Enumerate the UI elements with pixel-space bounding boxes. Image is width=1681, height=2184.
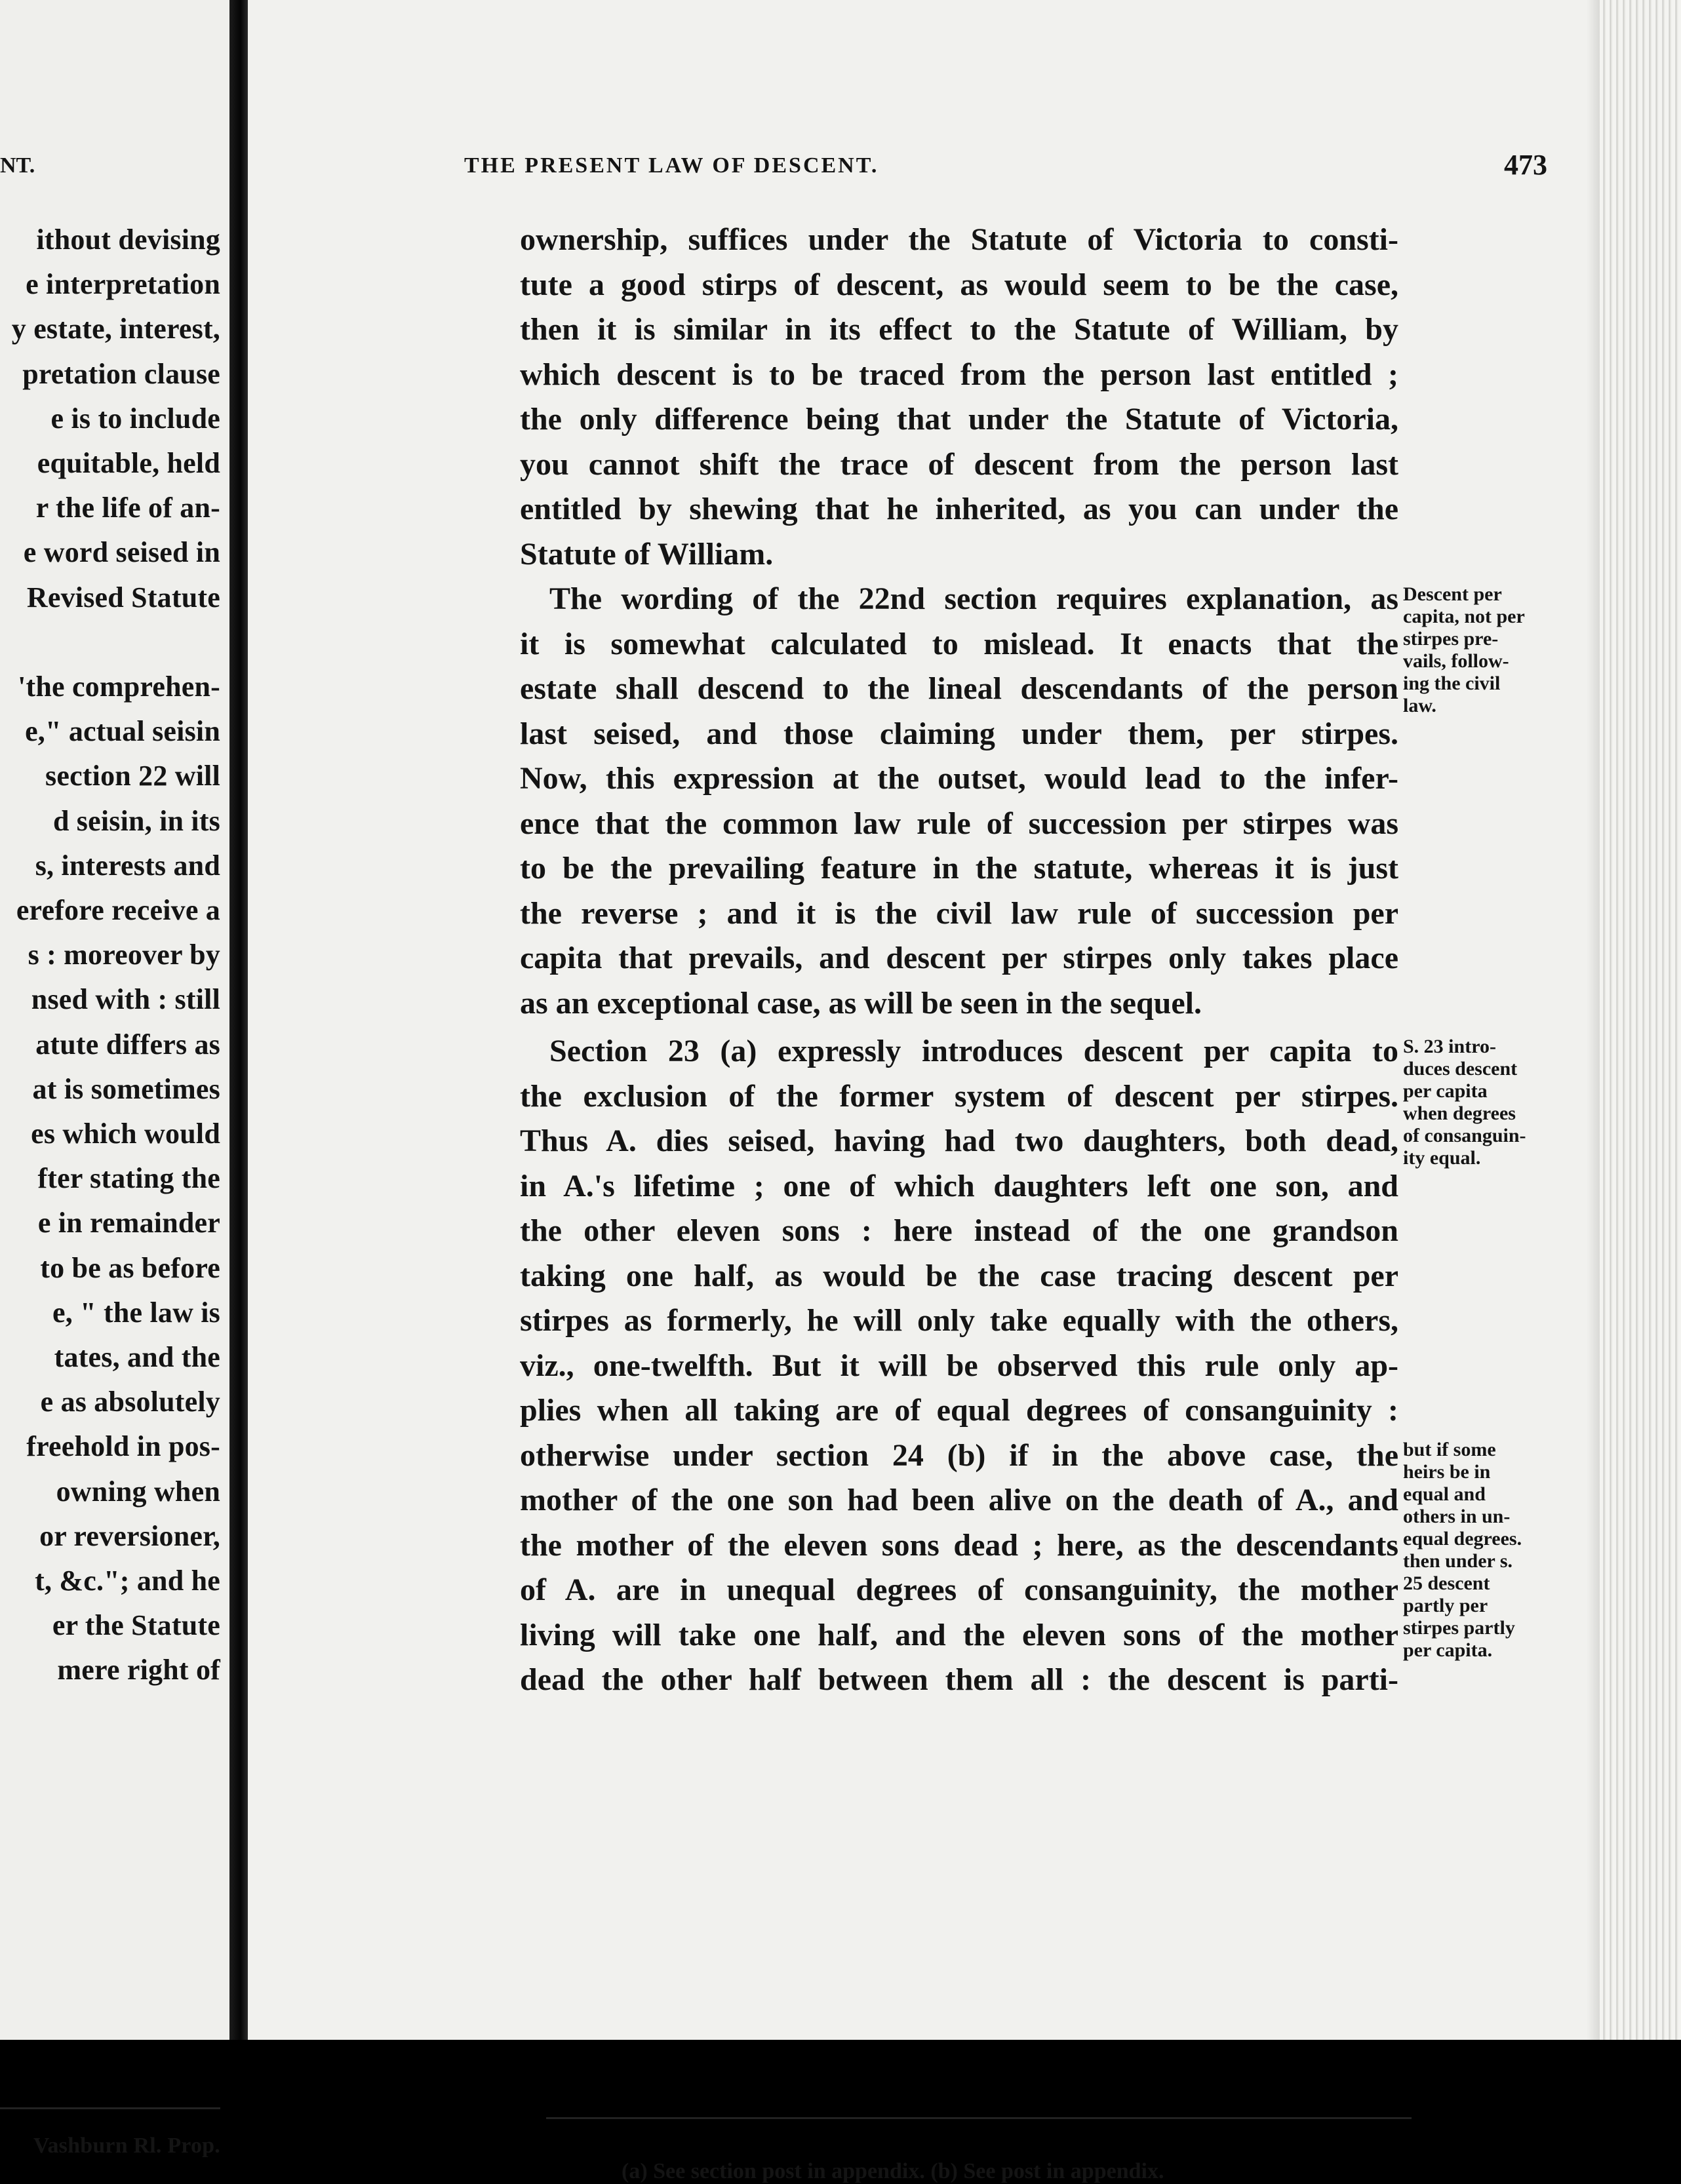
- left-page-line: Revised Statute: [26, 581, 220, 614]
- left-page-line: e is to include: [50, 402, 220, 435]
- left-page-line: pretation clause: [22, 357, 220, 390]
- marginal-note-line: stirpes pre-: [1403, 628, 1499, 650]
- marginal-note-line: per capita.: [1403, 1639, 1493, 1661]
- body-line: mother of the one son had been alive on the death of A., and: [520, 1483, 1398, 1517]
- body-line: the only difference being that under the Statute of Victoria,: [520, 402, 1398, 437]
- marginal-note-line: law.: [1403, 695, 1436, 716]
- body-line: Thus A. dies seised, having had two daughters, both dead,: [520, 1123, 1398, 1158]
- body-line: taking one half, as would be the case tracing descent per: [520, 1258, 1398, 1293]
- body-line: stirpes as formerly, he will only take equally with the others,: [520, 1303, 1398, 1338]
- marginal-note-line: ity equal.: [1403, 1147, 1481, 1169]
- left-page-line: e," actual seisin: [25, 715, 220, 748]
- body-line: the reverse ; and it is the civil law rule of succession per: [520, 895, 1398, 931]
- body-line: otherwise under section 24 (b) if in the above case, the: [520, 1437, 1398, 1473]
- left-page-line: e interpretation: [26, 268, 220, 301]
- running-head: THE PRESENT LAW OF DESCENT.: [464, 153, 879, 178]
- body-line: viz., one-twelfth. But it will be observed this rule only ap-: [520, 1348, 1398, 1383]
- body-line: in A.'s lifetime ; one of which daughters left one son, and: [520, 1168, 1398, 1203]
- body-line: last seised, and those claiming under them, per stirpes.: [520, 716, 1398, 751]
- left-page-line: or reversioner,: [39, 1519, 220, 1552]
- marginal-note-line: capita, not per: [1403, 606, 1525, 627]
- marginal-note-line: S. 23 intro-: [1403, 1036, 1496, 1057]
- marginal-note-line: heirs be in: [1403, 1461, 1491, 1483]
- left-page-line: at is sometimes: [32, 1072, 220, 1105]
- left-page-line: freehold in pos-: [26, 1430, 220, 1463]
- left-page-line: owning when: [56, 1475, 220, 1508]
- left-page: [0, 0, 229, 2158]
- left-page-line: nsed with : still: [31, 983, 220, 1016]
- marginal-note-line: then under s.: [1403, 1550, 1513, 1572]
- marginal-note-line: equal degrees.: [1403, 1528, 1522, 1550]
- body-line: of A. are in unequal degrees of consanguinity, the mother: [520, 1572, 1398, 1607]
- left-page-line: er the Statute: [52, 1609, 220, 1642]
- left-page-line: erefore receive a: [16, 894, 220, 926]
- left-page-line: atute differs as: [35, 1028, 220, 1061]
- right-page: [248, 0, 1651, 2183]
- body-line: The wording of the 22nd section requires explanation, as: [549, 581, 1398, 616]
- left-page-line: e as absolutely: [40, 1386, 220, 1418]
- body-line: it is somewhat calculated to mislead. It enacts that the: [520, 626, 1398, 661]
- body-line: the exclusion of the former system of descent per stirpes.: [520, 1078, 1398, 1114]
- marginal-note-line: others in un-: [1403, 1506, 1511, 1527]
- body-line: ownership, suffices under the Statute of Victoria to consti-: [520, 222, 1398, 257]
- body-line: estate shall descend to the lineal descendants of the person: [520, 671, 1398, 706]
- marginal-note-line: but if some: [1403, 1439, 1496, 1460]
- body-line: you cannot shift the trace of descent from the person last: [520, 446, 1398, 482]
- marginal-note-line: partly per: [1403, 1595, 1488, 1616]
- left-page-line: r the life of an-: [35, 492, 220, 524]
- left-page-line: to be as before: [40, 1251, 220, 1284]
- marginal-note-line: per capita: [1403, 1080, 1488, 1102]
- left-page-line: s, interests and: [35, 849, 220, 882]
- page-edges: [1600, 0, 1681, 2040]
- left-page-line: y estate, interest,: [11, 313, 220, 345]
- left-page-line: es which would: [31, 1118, 220, 1150]
- left-page-line: tates, and the: [54, 1341, 220, 1373]
- book-gutter: [229, 0, 248, 2040]
- left-page-line: 'the comprehen-: [18, 671, 220, 703]
- body-line: capita that prevails, and descent per stirpes only takes place: [520, 941, 1398, 975]
- body-line: Now, this expression at the outset, would lead to the infer-: [520, 761, 1398, 796]
- left-page-line: section 22 will: [45, 760, 220, 792]
- body-line: plies when all taking are of equal degrees of consanguinity :: [520, 1393, 1398, 1428]
- marginal-note-line: stirpes partly: [1403, 1617, 1515, 1639]
- marginal-note-line: equal and: [1403, 1483, 1486, 1505]
- left-page-line: mere right of: [57, 1654, 220, 1687]
- left-running-head-fragment: NT.: [0, 153, 35, 178]
- body-line: as an exceptional case, as will be seen in the sequel.: [520, 985, 1202, 1021]
- body-line: which descent is to be traced from the person last entitled ;: [520, 357, 1398, 392]
- left-footnote-fragment: Vashburn Rl. Prop.: [33, 2134, 220, 2158]
- left-page-line: e in remainder: [37, 1207, 220, 1239]
- body-line: tute a good stirps of descent, as would seem to be the case,: [520, 267, 1398, 302]
- body-line: entitled by shewing that he inherited, as you can under the: [520, 492, 1398, 526]
- marginal-note-line: 25 descent: [1403, 1572, 1490, 1594]
- body-line: dead the other half between them all : the descent is parti-: [520, 1662, 1398, 1697]
- page-number: 473: [1504, 149, 1547, 181]
- marginal-note-line: Descent per: [1403, 583, 1502, 605]
- left-footnote-rule: [0, 2107, 220, 2109]
- left-page-line: d seisin, in its: [52, 804, 220, 837]
- left-page-line: e, " the law is: [52, 1296, 220, 1329]
- footnote: (a) See section post in appendix. (b) See post in appendix.: [622, 2159, 1164, 2183]
- body-line: Section 23 (a) expressly introduces descent per capita to: [549, 1034, 1398, 1068]
- marginal-note-line: vails, follow-: [1403, 650, 1509, 672]
- body-line: living will take one half, and the eleven sons of the mother: [520, 1617, 1398, 1652]
- footnote-rule: [546, 2117, 1412, 2119]
- marginal-note-line: duces descent: [1403, 1058, 1518, 1080]
- marginal-note-line: ing the civil: [1403, 673, 1501, 694]
- body-line: to be the prevailing feature in the statute, whereas it is just: [520, 851, 1398, 886]
- body-line: the mother of the eleven sons dead ; here, as the descendants: [520, 1527, 1398, 1563]
- left-page-line: equitable, held: [37, 447, 220, 479]
- left-page-line: t, &c."; and he: [35, 1565, 220, 1597]
- body-line: the other eleven sons : here instead of the one grandson: [520, 1213, 1398, 1248]
- left-page-line: fter stating the: [37, 1162, 220, 1195]
- body-line: then it is similar in its effect to the Statute of William, by: [520, 312, 1398, 347]
- marginal-note-line: of consanguin-: [1403, 1125, 1526, 1146]
- left-page-line: e word seised in: [23, 536, 220, 569]
- left-page-line: s : moreover by: [28, 939, 220, 971]
- body-line: ence that the common law rule of succession per stirpes was: [520, 806, 1398, 841]
- marginal-note-line: when degrees: [1403, 1102, 1516, 1124]
- body-line: Statute of William.: [520, 536, 774, 572]
- left-page-line: ithout devising: [36, 224, 220, 256]
